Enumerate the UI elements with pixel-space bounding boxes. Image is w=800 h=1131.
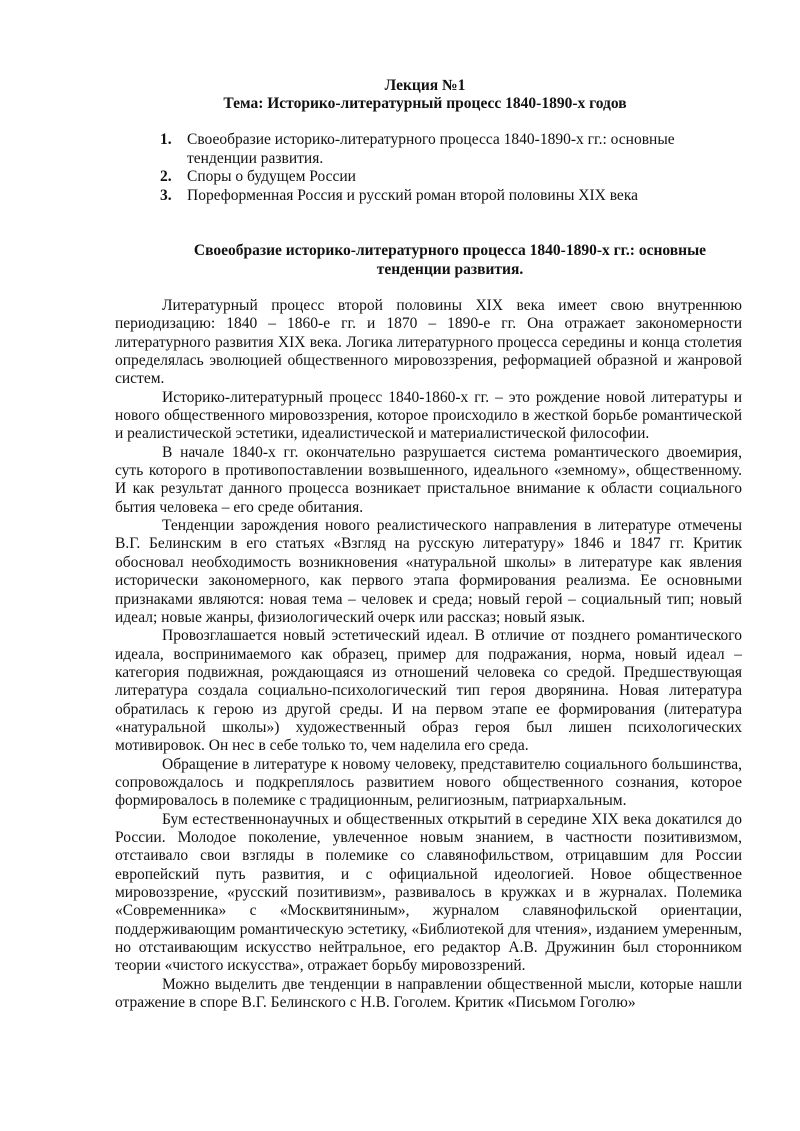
body-paragraph: Литературный процесс второй половины XIX века имеет свою внутреннюю периодизацию: 1840 – 1860-е гг. и 1870 – 1890-е гг. Она отражает закономерности литературного развития XIX века. Логика литературного процесса середины и конца столетия определялась эволюцией общественного мировоззрения, реформацией образной и жанровой систем. [115,297,742,388]
outline-item [160,131,720,168]
outline-item-text: Споры о будущем России [187,168,356,186]
outline-item-number: 1. [160,131,172,148]
lecture-topic: Тема: Историко-литературный процесс 1840-1890-х годов [223,95,627,112]
section-heading: Своеобразие историко-литературного процесса 1840-1890-х гг.: основные тенденции развития. [193,242,707,278]
body-paragraph: Провозглашается новый эстетический идеал. В отличие от позднего романтического идеала, воспринимаемого как образец, пример для подражания, норма, новый идеал – категория подвижная, рождающаяся из отношений человека со средой. Предшествующая литература создала социально-психологический тип героя дворянина. Новая литература обратилась к герою из другой среды. И на первом этапе ее формирования (литература «натуральной школы») художественный образ героя был лишен психологических мотивировок. Он нес в себе только то, чем наделила его среда. [115,627,742,755]
outline-item-text: Своеобразие историко-литературного процесса 1840-1890-х гг.: основные тенденции развития. [187,131,675,167]
outline-item [160,187,720,206]
body-paragraph: Историко-литературный процесс 1840-1860-х гг. – это рождение новой литературы и нового общественного мировоззрения, которое происходило в жесткой борьбе романтической и реалистической эстетики, идеалистической и материалистической философии. [115,388,742,443]
outline-item-number: 2. [160,168,172,186]
body-text [115,297,742,1012]
body-paragraph: Обращение в литературе к новому человеку, представителю социального большинства, сопровождалось и подкреплялось развитием нового общественного сознания, которое формировалось в полемике с традиционным, религиозным, патриархальным. [115,755,742,810]
lecture-outline [160,131,720,205]
body-paragraph: Тенденции зарождения нового реалистического направления в литературе отмечены В.Г. Белинским в его статьях «Взгляд на русскую литературу» 1846 и 1847 гг. Критик обосновал необходимость возникновения «натуральной школы» в литературе как явления исторически закономерного, как первого этапа формирования реализма. Ее основными признаками являются: новая тема – человек и среда; новый герой – социальный тип; новый идеал; новые жанры, физиологический очерк или рассказ; новый язык. [115,517,742,626]
lecture-label: Лекция №1 [384,77,466,94]
outline-item [160,168,720,187]
body-paragraph: Бум естественнонаучных и общественных открытий в середине XIX века докатился до России. Молодое поколение, увлеченное новым знанием, в частности позитивизмом, отстаивало свои взгляды в полемике со славянофильством, отрицавшим для России европейский путь развития, и с официальной идеологией. Новое общественное мировоззрение, «русский позитивизм», развивалось в кружках и в журналах. Полемика «Современника» с «Москвитяниным», журналом славянофильской ориентации, поддерживающим романтическую эстетику, «Библиотекой для чтения», изданием умеренным, но отстаивающим искусство нейтральное, его редактор А.В. Дружинин был сторонником теории «чистого искусства», отражает борьбу мировоззрений. [115,810,742,975]
outline-item-text: Пореформенная Россия и русский роман второй половины XIX века [187,186,638,204]
outline-item-number: 3. [160,186,172,204]
body-paragraph: Можно выделить две тенденции в направлении общественной мысли, которые нашли отражение в споре В.Г. Белинского с Н.В. Гоголем. Критик «Письмом Гоголю» [115,975,742,1012]
body-paragraph: В начале 1840-х гг. окончательно разрушается система романтического двоемирия, суть которого в противопоставлении возвышенного, идеального «земному», общественному. И как результат данного процесса возникает пристальное внимание к области социального бытия человека – его среде обитания. [115,443,742,516]
